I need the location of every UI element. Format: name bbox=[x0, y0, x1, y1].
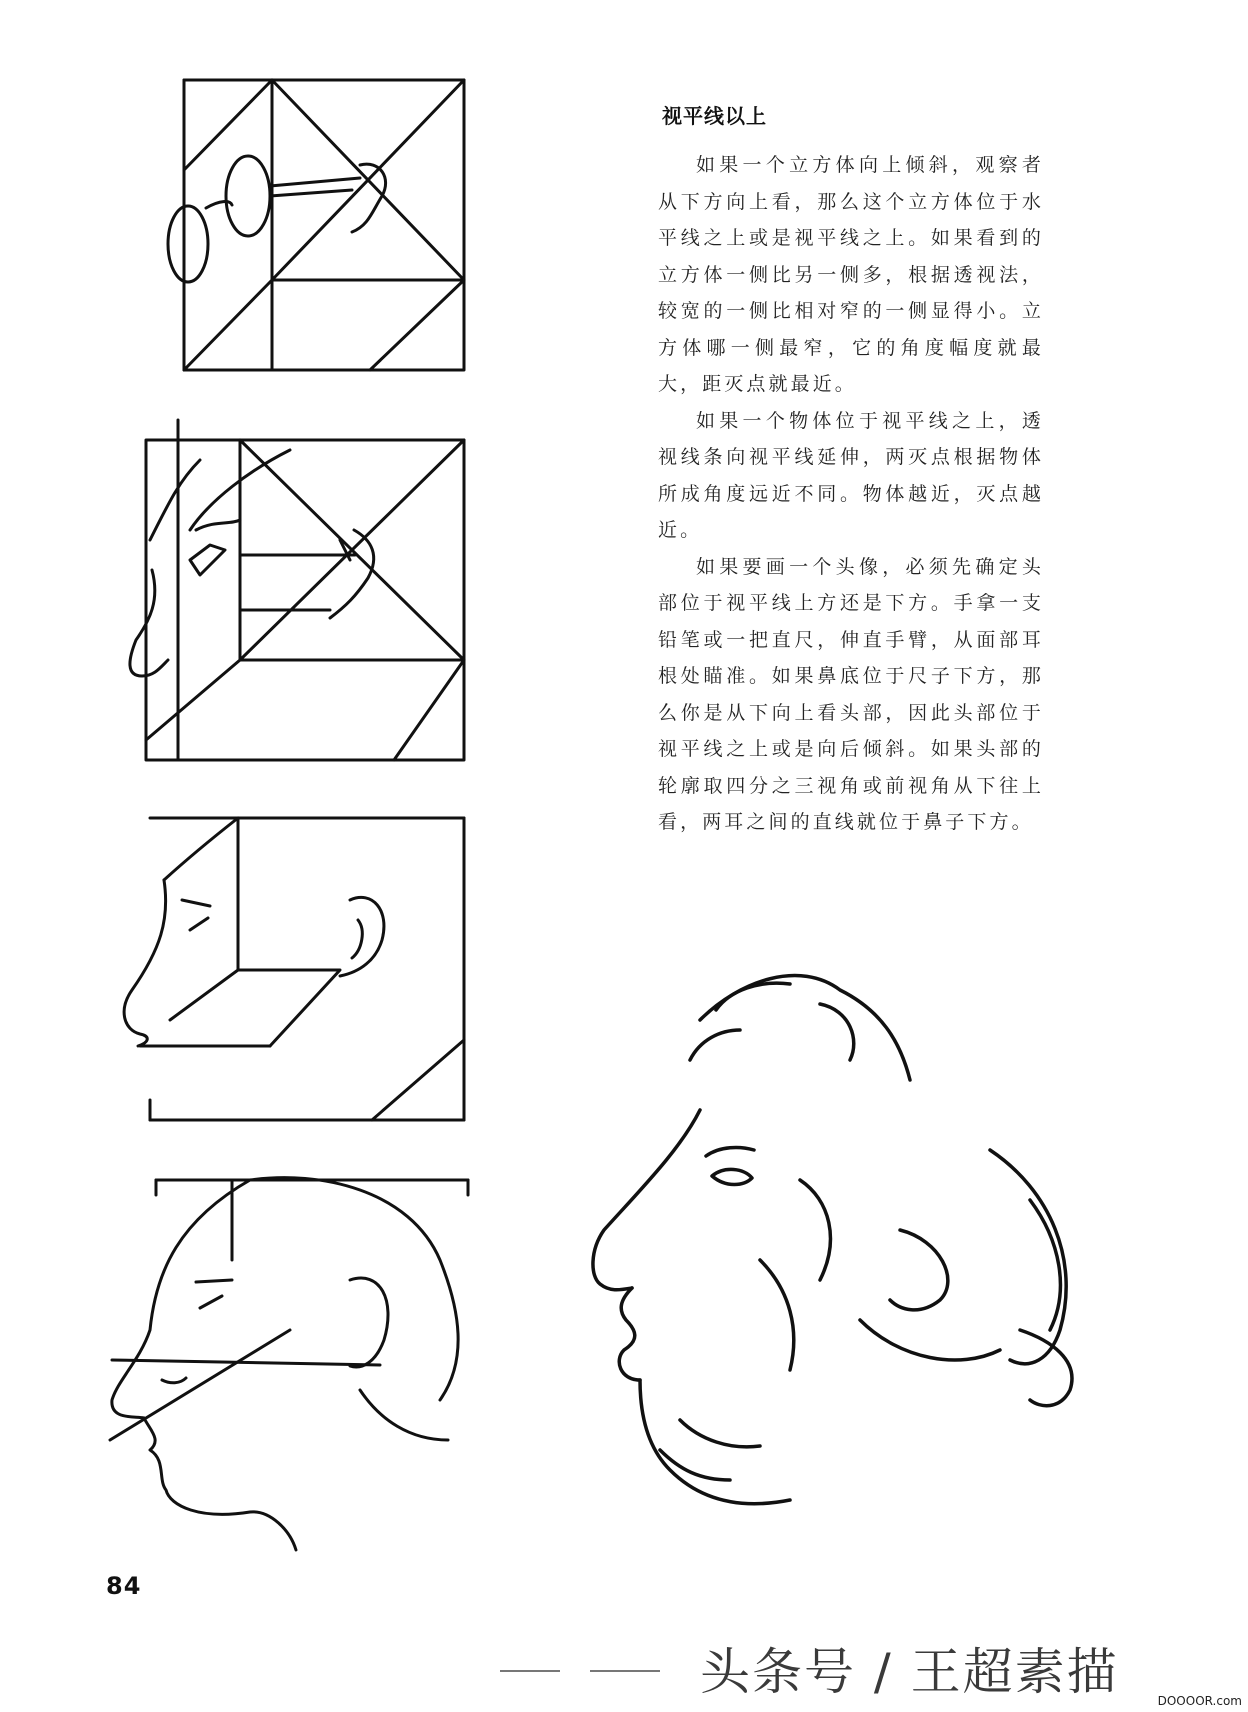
text-column bbox=[658, 100, 1044, 841]
figure-head-guides bbox=[110, 1178, 468, 1550]
watermark: 头条号 / 王超素描 bbox=[700, 1643, 1119, 1701]
paragraph-3: 如果要画一个头像，必须先确定头部位于视平线上方还是下方。手拿一支铅笔或一把直尺，伸直手臂，从面部耳根处瞄准。如果鼻底位于尺子下方，那么你是从下向上看头部，因此头部位于视平线之上或是向后倾斜。如果头部的轮廓取四分之三视角或前视角从下往上看，两耳之间的直线就位于鼻子下方。 bbox=[658, 555, 1044, 833]
figure-cube-head bbox=[130, 420, 464, 760]
divider-line bbox=[500, 1670, 560, 1672]
section-title: 视平线以上 bbox=[662, 104, 767, 128]
page-number: 84 bbox=[106, 1572, 142, 1600]
figure-cube-eye bbox=[168, 80, 464, 370]
paragraph-1: 如果一个立方体向上倾斜，观察者从下方向上看，那么这个立方体位于水平线之上或是视平线之上。如果看到的立方体一侧比另一侧多，根据透视法，较宽的一侧比相对窄的一侧显得小。立方体哪一侧最窄，它的角度幅度就最大，距灭点就最近。 bbox=[658, 154, 1044, 395]
paragraph-2: 如果一个物体位于视平线之上，透视线条向视平线延伸，两灭点根据物体所成角度远近不同。物体越近，灭点越近。 bbox=[658, 409, 1044, 541]
divider-line bbox=[590, 1670, 660, 1672]
figure-box-head bbox=[124, 818, 464, 1120]
figure-upturned-head bbox=[593, 976, 1072, 1504]
site-mark: DOOOOR.com bbox=[1157, 1694, 1242, 1708]
